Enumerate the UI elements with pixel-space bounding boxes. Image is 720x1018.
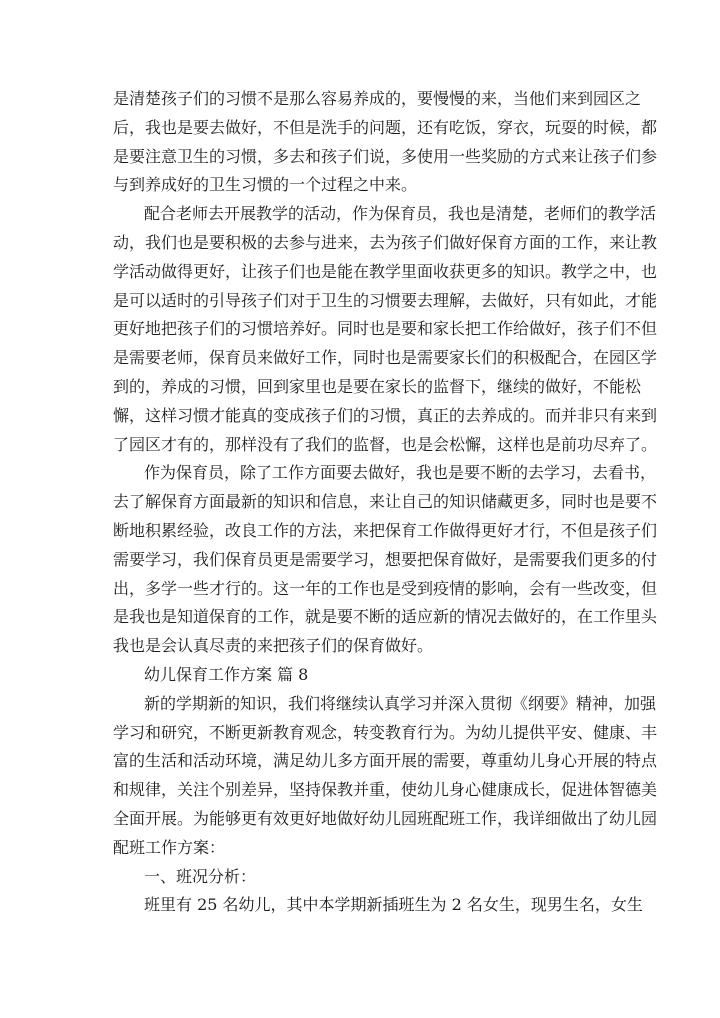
text-line: 到的，养成的习惯，回到家里也是要在家长的监督下，继续的做好，不能松 <box>113 376 642 396</box>
text-line: 学习和研究，不断更新教育观念，转变教育行为。为幼儿提供平安、健康、丰 <box>113 722 658 742</box>
body-text <box>113 85 658 920</box>
text-line: 懈，这样习惯才能真的变成孩子们的习惯，真正的去养成的。而并非只有来到 <box>113 405 658 425</box>
text-line: 是要注意卫生的习惯，多去和孩子们说，多使用一些奖励的方式来让孩子们参 <box>113 146 658 166</box>
text-line: 学活动做得更好，让孩子们也是能在教学里面收获更多的知识。教学之中，也 <box>113 261 658 281</box>
paragraph-first-line: 作为保育员，除了工作方面要去做好，我也是要不断的去学习，去看书， <box>144 463 657 483</box>
section-heading: 幼儿保育工作方案 篇 8 <box>144 664 309 684</box>
paragraph-first-line: 班里有 25 名幼儿，其中本学期新插班生为 2 名女生，现男生名，女生 <box>144 895 643 915</box>
text-line: 动，我们也是要积极的去参与进来，去为孩子们做好保育方面的工作，来让教 <box>113 232 658 252</box>
paragraph-first-line: 配合老师去开展教学的活动，作为保育员，我也是清楚，老师们的教学活 <box>144 204 657 224</box>
text-line: 后，我也是要去做好，不但是洗手的问题，还有吃饭，穿衣，玩耍的时候，都 <box>113 117 658 137</box>
text-line: 了园区才有的，那样没有了我们的监督，也是会松懈，这样也是前功尽弃了。 <box>113 434 658 454</box>
text-line: 和规律，关注个别差异，坚持保教并重，使幼儿身心健康成长，促进体智德美 <box>113 780 658 800</box>
paragraph-first-line: 新的学期新的知识，我们将继续认真学习并深入贯彻《纲要》精神，加强 <box>144 693 657 713</box>
text-line: 是清楚孩子们的习惯不是那么容易养成的，要慢慢的来，当他们来到园区之 <box>113 89 642 108</box>
text-line: 富的生活和活动环境，满足幼儿多方面开展的需要，尊重幼儿身心开展的特点 <box>113 751 658 771</box>
text-line: 与到养成好的卫生习惯的一个过程之中来。 <box>113 175 418 195</box>
text-line: 是需要老师，保育员来做好工作，同时也是需要家长们的积极配合，在园区学 <box>113 348 658 368</box>
text-line: 我也是会认真尽责的来把孩子们的保育做好。 <box>113 636 434 656</box>
text-line: 更好地把孩子们的习惯培养好。同时也是要和家长把工作给做好，孩子们不但 <box>113 319 658 339</box>
text-line: 全面开展。为能够更有效更好地做好幼儿园班配班工作，我详细做出了幼儿园 <box>113 808 658 828</box>
text-line: 去了解保育方面最新的知识和信息，来让自己的知识储藏更多，同时也是要不 <box>113 492 658 512</box>
text-line: 需要学习，我们保育员更是需要学习，想要把保育做好，是需要我们更多的付 <box>113 549 658 569</box>
text-line: 配班工作方案： <box>113 837 226 857</box>
subsection-heading: 一、班况分析： <box>144 866 257 886</box>
text-line: 出，多学一些才行的。这一年的工作也是受到疫情的影响，会有一些改变，但 <box>113 578 658 598</box>
text-line: 是我也是知道保育的工作，就是要不断的适应新的情况去做好的，在工作里头 <box>113 607 658 627</box>
text-line: 断地积累经验，改良工作的方法，来把保育工作做得更好才行，不但是孩子们 <box>113 520 658 540</box>
text-line: 是可以适时的引导孩子们对于卫生的习惯要去理解，去做好，只有如此，才能 <box>113 290 658 310</box>
